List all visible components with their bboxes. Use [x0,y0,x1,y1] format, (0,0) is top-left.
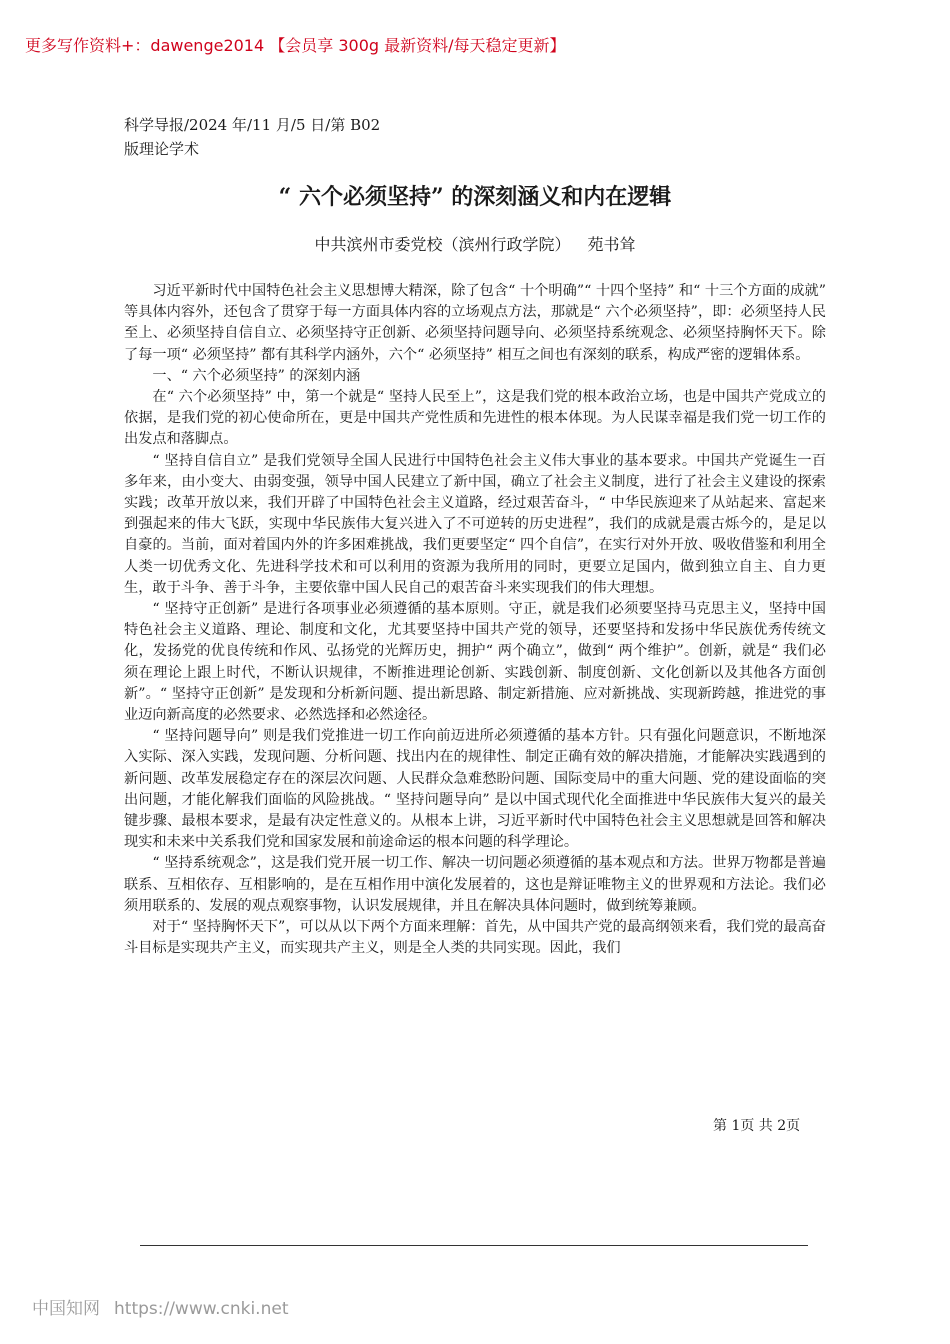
source-line-2: 版理论学术 [124,140,200,158]
section-heading: 一、“ 六个必须坚持” 的深刻内涵 [152,367,361,384]
paragraph: “ 坚持自信自立” 是我们党领导全国人民进行中国特色社会主义伟大事业的基本要求。中国共产党诞生一百多年来，由小变大、由弱变强，领导中国人民建立了新中国，确立了社会主义制度，进行了社会主义建设的探索实践；改革开放以来，我们开辟了中国特色社会主义道路，经过艰苦奋斗，“ 中华民族迎来了从站起来、富起来到强起来的伟大飞跃，实现中华民族伟大复兴进入了不可逆转的历史进程”，我们的成就是震古烁今的，是足以自豪的。当前，面对着国内外的许多困难挑战，我们更要坚定“ 四个自信”，在实行对外开放、吸收借鉴和利用全人类一切优秀文化、先进科学技术和可以利用的资源为我所用的同时，更要立足国内，做到独立自主、自力更生，敢于斗争、善于斗争，主要依靠中国人民自己的艰苦奋斗来实现我们的伟大理想。 [124,452,826,596]
article-title: “ 六个必须坚持” 的深刻涵义和内在逻辑 [278,184,672,210]
paragraph: 对于“ 坚持胸怀天下”，可以从以下两个方面来理解：首先，从中国共产党的最高纲领来看，我们党的最高奋斗目标是实现共产主义，而实现共产主义，则是全人类的共同实现。因此，我们 [124,919,826,957]
paragraph: “ 坚持守正创新” 是进行各项事业必须遵循的基本原则。守正，就是我们必须要坚持马克思主义，坚持中国特色社会主义道路、理论、制度和文化，尤其要坚持中国共产党的领导，还要坚持和发扬中华民族优秀传统文化，发扬党的优良传统和作风、弘扬党的光辉历史，拥护“ 两个确立”，做到“ 两个维护”。创新，就是“ 我们必须在理论上跟上时代，不断认识规律，不断推进理论创新、实践创新、制度创新、文化创新以及其他各方面创新”。“ 坚持守正创新” 是发现和分析新问题、提出新思路、制定新措施、应对新挑战、实现新跨越，推进党的事业迈向新高度的必然要求、必然选择和必然途径。 [124,601,826,724]
source-info [124,113,380,161]
author-name: 苑书耸 [587,235,636,254]
page-number: 第 1页 共 2页 [713,1118,801,1134]
source-line-1: 科学导报/2024 年/11 月/5 日/第 B02 [124,116,381,134]
paragraph: “ 坚持系统观念”，这是我们党开展一切工作、解决一切问题必须遵循的基本观点和方法。世界万物都是普遍联系、互相依存、互相影响的，是在互相作用中演化发展着的，这也是辩证唯物主义的世界观和方法论。我们必须用联系的、发展的观点观察事物，认识发展规律，并且在解决具体问题时，做到统筹兼顾。 [124,855,826,914]
paragraph-intro: 习近平新时代中国特色社会主义思想博大精深，除了包含“ 十个明确”“ 十四个坚持” 和“ 十三个方面的成就” 等具体内容外，还包含了贯穿于每一方面具体内容的立场观点方法，那就是“ 六个必须坚持”，即：必须坚持人民至上、必须坚持自信自立、必须坚持守正创新、必须坚持问题导向、必须坚持系统观念、必须坚持胸怀天下。除了每一项“ 必须坚持” 都有其科学内涵外，六个“ 必须坚持” 相互之间也有深刻的联系，构成严密的逻辑体系。 [124,283,826,363]
footer-divider [140,1245,808,1246]
byline [0,232,950,255]
watermark-site-name: 中国知网 [32,1299,100,1319]
promo-banner[interactable]: 更多写作资料+：dawenge2014 【会员享 300g 最新资料/每天稳定更新】 [25,36,566,55]
watermark-url: https://www.cnki.net [114,1299,289,1319]
paragraph: “ 坚持问题导向” 则是我们党推进一切工作向前迈进所必须遵循的基本方针。只有强化问题意识，不断地深入实际、深入实践，发现问题、分析问题、找出内在的规律性、制定正确有效的解决措施，才能解决实践遇到的新问题、改革发展稳定存在的深层次问题、人民群众急难愁盼问题、国际变局中的重大问题、党的建设面临的突出问题，才能化解我们面临的风险挑战。“ 坚持问题导向” 是以中国式现代化全面推进中华民族伟大复兴的最关键步骤、最根本要求，是最有决定性意义的。从根本上讲，习近平新时代中国特色社会主义思想就是回答和解决现实和未来中关系我们党和国家发展和前途命运的根本问题的科学理论。 [124,728,826,851]
author-organization: 中共滨州市委党校（滨州行政学院） [314,235,571,254]
paragraph: 在“ 六个必须坚持” 中，第一个就是“ 坚持人民至上”，这是我们党的根本政治立场，也是中国共产党成立的依据，是我们党的初心使命所在，更是中国共产党性质和先进性的根本体现。为人民谋幸福是我们党一切工作的出发点和落脚点。 [124,389,826,448]
cnki-watermark [32,1294,288,1319]
article-body [124,281,826,960]
